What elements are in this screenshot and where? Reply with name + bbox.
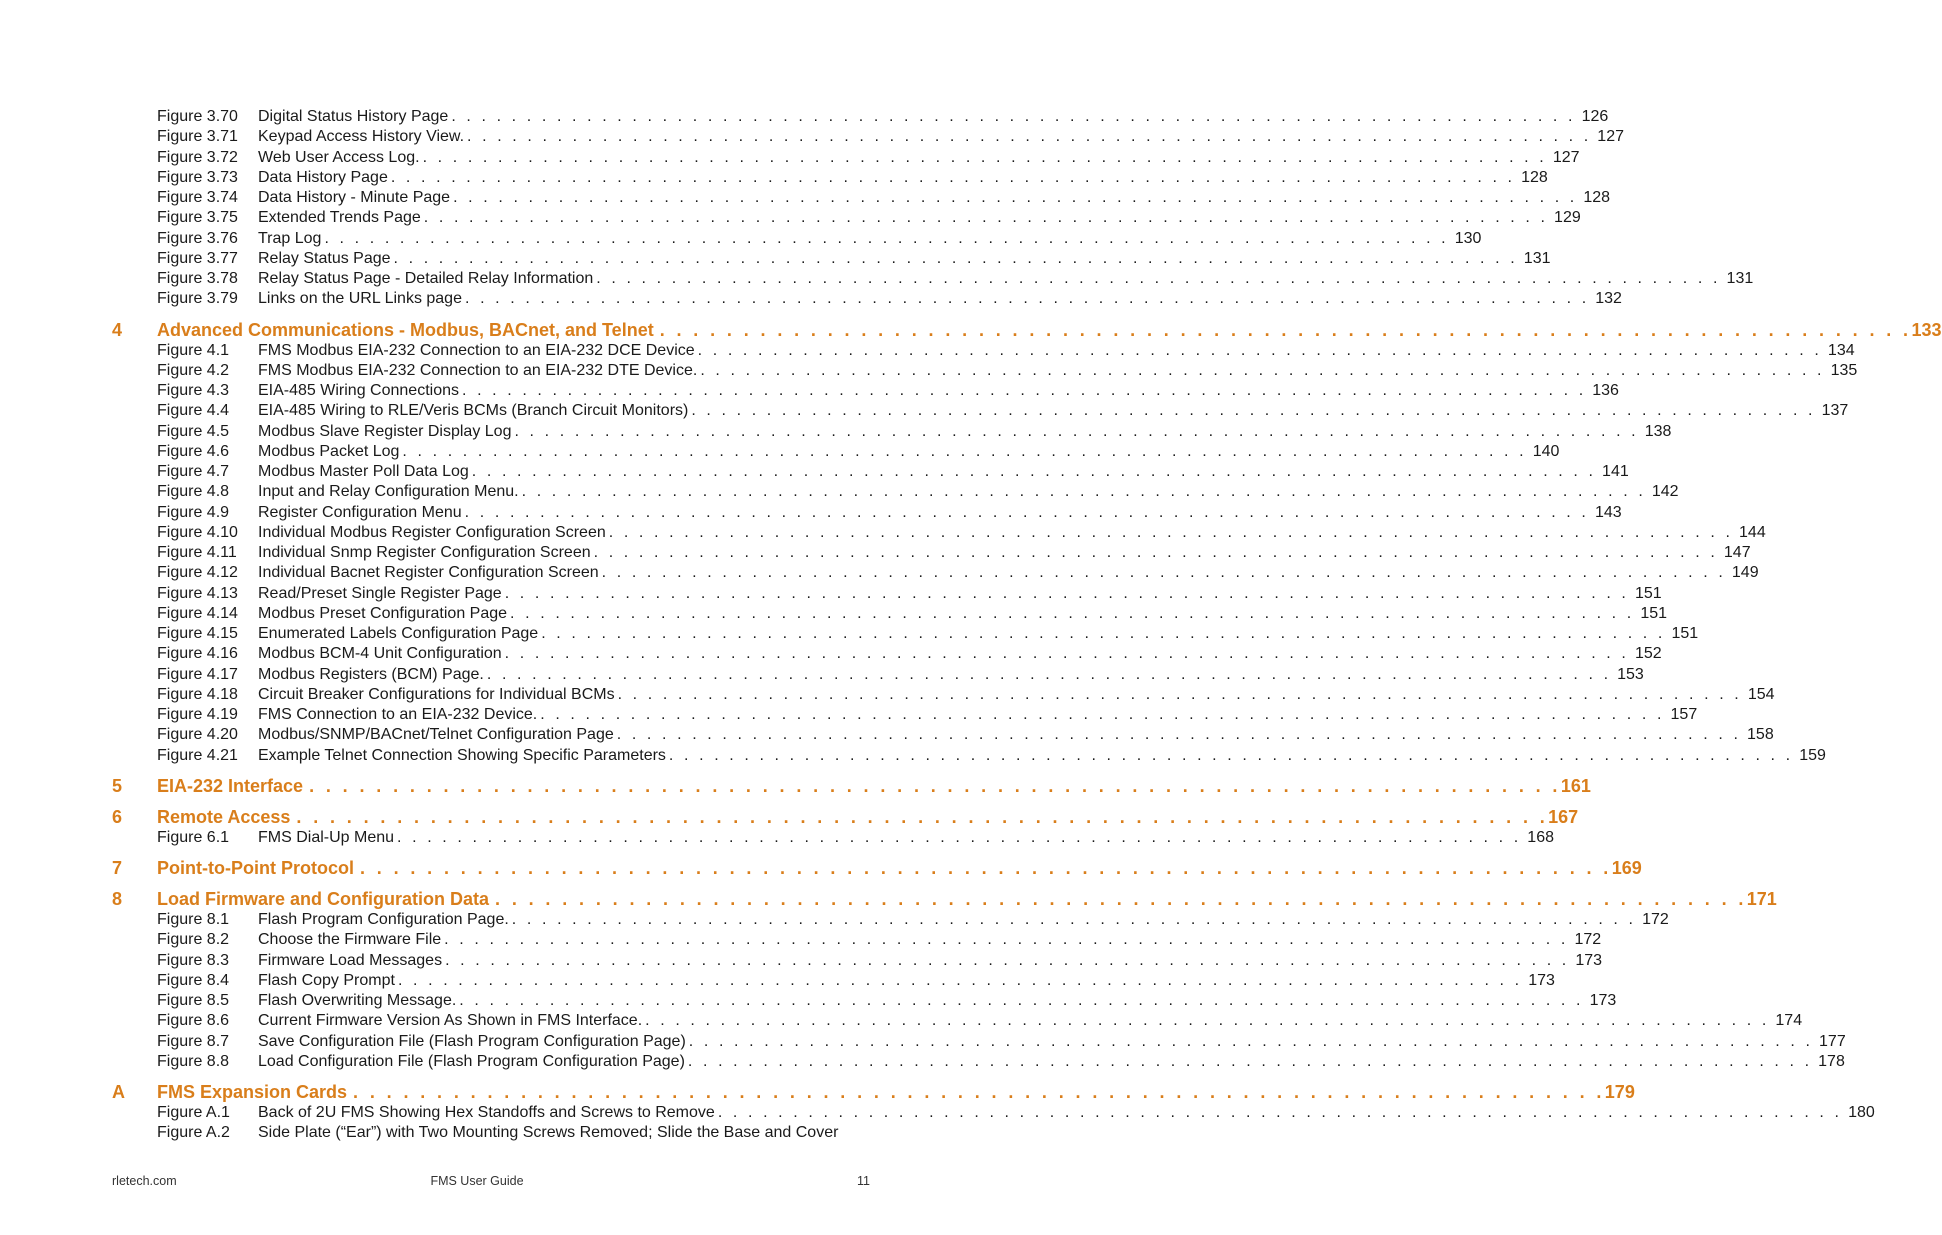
figure-number: Figure 4.12: [157, 564, 238, 582]
chapter-number: 6: [112, 806, 123, 827]
figure-page-number: 173: [1528, 971, 1555, 989]
footer-doc-title: FMS User Guide: [430, 1174, 524, 1188]
chapter-page-number: 169: [1611, 858, 1642, 878]
toc-figure-entry[interactable]: [0, 361, 1858, 381]
dot-leader: . . . . . . . . . . . . . . . . . . . . . . . . . . . . . . . . . . . . . . . . . . . . . . . . . . . . . . . . . . . . . . . . . . . . . . . . . . .: [608, 523, 1734, 541]
figure-page-number: 152: [1634, 645, 1662, 663]
figure-number: Figure 8.7: [157, 1032, 230, 1050]
figure-number: Figure 3.76: [157, 229, 238, 247]
figure-number: Figure 4.17: [157, 665, 238, 683]
figure-number: Figure 4.19: [157, 706, 238, 723]
dot-leader: . . . . . . . . . . . . . . . . . . . . . . . . . . . . . . . . . . . . . . . . . . . . . . . . . . . . . . . . . . . . . . . . . . . . . . . . . . .: [423, 209, 1549, 227]
figure-page-number: 154: [1747, 685, 1775, 703]
figure-number: Figure 4.13: [157, 584, 238, 602]
figure-title: Flash Program Configuration Page.: [258, 911, 509, 928]
figure-page-number: 178: [1818, 1052, 1845, 1070]
figure-title: Modbus Master Poll Data Log: [258, 463, 469, 480]
chapter-title: EIA-232 Interface: [157, 775, 304, 796]
dot-leader: . . . . . . . . . . . . . . . . . . . . . . . . . . . . . . . . . . . . . . . . . . . . . . . . . . . . . . . . . . . . . . . . . . . . . . . . . . .: [540, 706, 1665, 723]
figure-number: Figure 4.4: [157, 402, 230, 420]
figure-number: Figure 6.1: [157, 828, 230, 846]
toc-figure-entry[interactable]: [0, 422, 1672, 442]
figure-title: Trap Log: [258, 229, 322, 247]
toc-figure-entry[interactable]: [0, 971, 1555, 991]
figure-page-number: 127: [1597, 128, 1624, 146]
dot-leader: . . . . . . . . . . . . . . . . . . . . . . . . . . . . . . . . . . . . . . . . . . . . . . . . . . . . . . . . . . . . . . . . . . . . . . . . . . .: [464, 503, 1589, 521]
figure-title: Modbus Preset Configuration Page: [258, 604, 508, 622]
chapter-title: Remote Access: [157, 806, 291, 827]
footer-website: rletech.com: [112, 1174, 177, 1188]
toc-figure-entry[interactable]: [0, 341, 1855, 361]
chapter-page-number: 133: [1911, 319, 1942, 340]
figure-number: Figure 4.9: [157, 503, 230, 521]
figure-number: Figure 4.8: [157, 483, 230, 501]
dot-leader: . . . . . . . . . . . . . . . . . . . . . . . . . . . . . . . . . . . . . . . . . . . . . . . . . . . . . . . . . . . . . . . . . . . . . . . . . . .: [397, 828, 1522, 846]
figure-page-number: 131: [1726, 270, 1754, 287]
figure-title: Keypad Access History View.: [258, 128, 465, 146]
toc-figure-entry[interactable]: [0, 229, 1482, 249]
dot-leader: . . . . . . . . . . . . . . . . . . . . . . . . . . . . . . . . . . . . . . . . . . . . . . . . . . . . . . . . . . . . . . . . . . . . . . . . . . .: [296, 806, 1549, 827]
figure-title: Register Configuration Menu: [258, 503, 462, 521]
dot-leader: . . . . . . . . . . . . . . . . . . . . . . . . . . . . . . . . . . . . . . . . . . . . . . . . . . . . . . . . . . . . . . . . . . . . . . . . . . .: [514, 422, 1639, 440]
figure-number: Figure 4.10: [157, 523, 238, 541]
figure-page-number: 158: [1747, 726, 1774, 744]
figure-page-number: 143: [1594, 503, 1622, 521]
chapter-title: Load Firmware and Configuration Data: [157, 889, 490, 909]
toc-figure-entry[interactable]: [0, 269, 1754, 289]
figure-title: Modbus Slave Register Display Log: [258, 422, 512, 440]
figure-title: Individual Modbus Register Configuration Screen: [258, 523, 606, 541]
figure-page-number: 140: [1532, 442, 1560, 460]
toc-figure-entry[interactable]: [0, 289, 1622, 309]
dot-leader: . . . . . . . . . . . . . . . . . . . . . . . . . . . . . . . . . . . . . . . . . . . . . . . . . . . . . . . . . . . . . . . . . . . . . . . . . . .: [504, 645, 1629, 663]
figure-title: Web User Access Log.: [258, 148, 420, 166]
figure-title: Circuit Breaker Configurations for Individual BCMs: [258, 685, 615, 703]
figure-number: Figure 4.7: [157, 463, 230, 480]
figure-title: Modbus Registers (BCM) Page.: [258, 665, 484, 683]
figure-number: Figure 3.75: [157, 209, 238, 227]
toc-figure-entry[interactable]: [0, 930, 1602, 950]
toc-figure-entry[interactable]: [0, 563, 1759, 583]
figure-page-number: 137: [1821, 402, 1849, 420]
figure-number: Figure 8.6: [157, 1012, 230, 1030]
toc-figure-entry[interactable]: [0, 208, 1581, 228]
dot-leader: . . . . . . . . . . . . . . . . . . . . . . . . . . . . . . . . . . . . . . . . . . . . . . . . . . . . . . . . . . . . . . . . . . . . . . . . . . .: [471, 463, 1597, 480]
toc-figure-entry[interactable]: [0, 685, 1775, 705]
figure-page-number: 159: [1799, 746, 1826, 764]
figure-page-number: 130: [1454, 229, 1482, 247]
dot-leader: . . . . . . . . . . . . . . . . . . . . . . . . . . . . . . . . . . . . . . . . . . . . . . . . . . . . . . . . . . . . . . . . . . . . . . . . . . .: [453, 189, 1578, 206]
figure-title: Flash Copy Prompt: [258, 971, 395, 989]
figure-number: Figure 4.3: [157, 382, 230, 399]
dot-leader: . . . . . . . . . . . . . . . . . . . . . . . . . . . . . . . . . . . . . . . . . . . . . . . . . . . . . . . . . . . . . . . . . . . . . . . . . . .: [397, 971, 1523, 989]
toc-figure-entry[interactable]: [0, 462, 1629, 482]
dot-leader: . . . . . . . . . . . . . . . . . . . . . . . . . . . . . . . . . . . . . . . . . . . . . . . . . . . . . . . . . . . . . . . . . . . . . . . . . . .: [593, 544, 1718, 561]
figure-number: Figure 8.2: [157, 931, 230, 949]
dot-leader: . . . . . . . . . . . . . . . . . . . . . . . . . . . . . . . . . . . . . . . . . . . . . . . . . . . . . . . . . . . . . . . . . . . . . . . . . . .: [687, 1052, 1813, 1070]
figure-title: Flash Overwriting Message.: [258, 992, 457, 1009]
chapter-title: FMS Expansion Cards: [157, 1082, 348, 1102]
figure-title: FMS Connection to an EIA-232 Device.: [258, 706, 538, 723]
dot-leader: . . . . . . . . . . . . . . . . . . . . . . . . . . . . . . . . . . . . . . . . . . . . . . . . . . . . . . . . . . . . . . . . . . . . . . . . . . .: [688, 1032, 1814, 1050]
figure-page-number: 173: [1589, 992, 1617, 1009]
figure-number: Figure A.2: [157, 1124, 230, 1142]
figure-number: Figure 4.11: [157, 544, 237, 561]
figure-title: Extended Trends Page: [258, 209, 421, 227]
dot-leader: . . . . . . . . . . . . . . . . . . . . . . . . . . . . . . . . . . . . . . . . . . . . . . . . . . . . . . . . . . . . . . . . . . . . . . . . . . .: [422, 148, 1547, 166]
toc-figure-entry[interactable]: [0, 127, 1624, 147]
table-of-contents: [0, 107, 1942, 1144]
figure-title: Side Plate (“Ear”) with Two Mounting Screws Removed; Slide the Base and Cover: [258, 1124, 839, 1142]
figure-title: Relay Status Page: [258, 249, 391, 267]
dot-leader: . . . . . . . . . . . . . . . . . . . . . . . . . . . . . . . . . . . . . . . . . . . . . . . . . . . . . . . . . . . . . . . . . . . . . . . . . . .: [717, 1104, 1843, 1121]
figure-title: Individual Snmp Register Configuration Screen: [258, 544, 591, 561]
figure-page-number: 128: [1521, 168, 1548, 186]
figure-page-number: 172: [1642, 911, 1669, 928]
figure-title: Individual Bacnet Register Configuration Screen: [258, 564, 599, 582]
dot-leader: . . . . . . . . . . . . . . . . . . . . . . . . . . . . . . . . . . . . . . . . . . . . . . . . . . . . . . . . . . . . . . . . . . . . . . . . . . .: [541, 625, 1666, 642]
dot-leader: . . . . . . . . . . . . . . . . . . . . . . . . . . . . . . . . . . . . . . . . . . . . . . . . . . . . . . . . . . . . . . . . . . . . . . . . . . .: [444, 931, 1569, 949]
figure-page-number: 136: [1592, 382, 1619, 399]
toc-figure-entry[interactable]: [0, 381, 1619, 401]
figure-title: Enumerated Labels Configuration Page: [258, 625, 539, 642]
figure-page-number: 142: [1651, 483, 1679, 501]
toc-figure-entry[interactable]: [0, 1052, 1845, 1072]
figure-page-number: 174: [1775, 1012, 1803, 1030]
figure-number: Figure A.1: [157, 1104, 230, 1121]
figure-number: Figure 8.1: [157, 911, 230, 928]
dot-leader: . . . . . . . . . . . . . . . . . . . . . . . . . . . . . . . . . . . . . . . . . . . . . . . . . . . . . . . . . . . . . . . . . . . . . . . . . . .: [445, 951, 1570, 969]
dot-leader: . . . . . . . . . . . . . . . . . . . . . . . . . . . . . . . . . . . . . . . . . . . . . . . . . . . . . . . . . . . . . . . . . . . . . . . . . . .: [309, 775, 1561, 796]
figure-title: Relay Status Page - Detailed Relay Information: [258, 270, 594, 287]
figure-page-number: 138: [1644, 422, 1672, 440]
figure-number: Figure 4.21: [157, 746, 238, 764]
toc-chapter-entry[interactable]: [0, 775, 1591, 797]
figure-title: Example Telnet Connection Showing Specific Parameters: [258, 746, 666, 764]
figure-page-number: 131: [1523, 249, 1551, 267]
figure-title: Choose the Firmware File: [258, 931, 442, 949]
figure-title: FMS Dial-Up Menu: [258, 828, 395, 846]
footer-page-number: 11: [857, 1174, 870, 1188]
toc-chapter-entry[interactable]: [0, 857, 1642, 879]
figure-number: Figure 4.2: [157, 361, 230, 379]
dot-leader: . . . . . . . . . . . . . . . . . . . . . . . . . . . . . . . . . . . . . . . . . . . . . . . . . . . . . . . . . . . . . . . . . . . . . . . . . . .: [353, 1082, 1605, 1102]
toc-figure-entry[interactable]: [0, 523, 1766, 543]
dot-leader: . . . . . . . . . . . . . . . . . . . . . . . . . . . . . . . . . . . . . . . . . . . . . . . . . . . . . . . . . . . . . . . . . . . . . . . . . . .: [659, 319, 1912, 340]
figure-page-number: 129: [1554, 209, 1581, 227]
figure-number: Figure 8.8: [157, 1052, 230, 1070]
toc-figure-entry[interactable]: [0, 951, 1603, 971]
toc-figure-entry[interactable]: [0, 543, 1751, 563]
figure-page-number: 151: [1640, 604, 1668, 622]
figure-title: Links on the URL Links page: [258, 290, 462, 308]
toc-figure-entry[interactable]: [0, 107, 1609, 127]
toc-figure-entry[interactable]: [0, 1123, 954, 1143]
figure-page-number: 149: [1731, 564, 1759, 582]
dot-leader: . . . . . . . . . . . . . . . . . . . . . . . . . . . . . . . . . . . . . . . . . . . . . . . . . . . . . . . . . . . . . . . . . . . . . . . . . . .: [645, 1012, 1770, 1030]
figure-page-number: 144: [1739, 523, 1766, 541]
chapter-number: 7: [112, 858, 123, 878]
toc-chapter-entry[interactable]: [0, 806, 1579, 828]
figure-title: Load Configuration File (Flash Program Configuration Page): [258, 1052, 685, 1070]
figure-page-number: 153: [1617, 665, 1644, 683]
chapter-number: 5: [112, 775, 123, 796]
figure-page-number: 173: [1575, 951, 1603, 969]
chapter-title: Advanced Communications - Modbus, BACnet, and Telnet: [157, 319, 654, 340]
dot-leader: . . . . . . . . . . . . . . . . . . . . . . . . . . . . . . . . . . . . . . . . . . . . . . . . . . . . . . . . . . . . . . . . . . . . . . . . . . .: [390, 168, 1516, 186]
toc-figure-entry[interactable]: [0, 1103, 1875, 1123]
toc-chapter-entry[interactable]: [0, 1081, 1635, 1103]
toc-figure-entry[interactable]: [0, 442, 1560, 462]
chapter-number: 8: [112, 889, 123, 909]
figure-title: Firmware Load Messages: [258, 951, 443, 969]
figure-title: Data History - Minute Page: [258, 189, 451, 206]
figure-page-number: 177: [1819, 1032, 1846, 1050]
chapter-page-number: 167: [1548, 806, 1579, 827]
figure-page-number: 151: [1671, 625, 1699, 642]
chapter-number: 4: [112, 319, 123, 340]
toc-figure-entry[interactable]: [0, 705, 1698, 725]
chapter-page-number: 171: [1746, 889, 1777, 909]
figure-number: Figure 3.79: [157, 290, 238, 308]
figure-page-number: 172: [1574, 931, 1602, 949]
chapter-title: Point-to-Point Protocol: [157, 858, 354, 878]
toc-figure-entry[interactable]: [0, 991, 1617, 1011]
chapter-page-number: 179: [1604, 1082, 1635, 1102]
dot-leader: . . . . . . . . . . . . . . . . . . . . . . . . . . . . . . . . . . . . . . . . . . . . . . . . . . . . . . . . . . . . . . . . . . . . . . . . . . .: [451, 108, 1576, 125]
chapter-number: A: [112, 1082, 125, 1102]
dot-leader: . . . . . . . . . . . . . . . . . . . . . . . . . . . . . . . . . . . . . . . . . . . . . . . . . . . . . . . . . . . . . . . . . . . . . . . . . . .: [601, 564, 1726, 582]
figure-title: EIA-485 Wiring to RLE/Veris BCMs (Branch Circuit Monitors): [258, 402, 689, 420]
figure-number: Figure 3.70: [157, 108, 238, 125]
figure-page-number: 132: [1595, 290, 1622, 308]
dot-leader: . . . . . . . . . . . . . . . . . . . . . . . . . . . . . . . . . . . . . . . . . . . . . . . . . . . . . . . . . . . . . . . . . . . . . . . . . . .: [459, 992, 1584, 1009]
dot-leader: . . . . . . . . . . . . . . . . . . . . . . . . . . . . . . . . . . . . . . . . . . . . . . . . . . . . . . . . . . . . . . . . . . . . . . . . . . .: [461, 382, 1587, 399]
toc-figure-entry[interactable]: [0, 910, 1669, 930]
figure-number: Figure 4.5: [157, 422, 230, 440]
figure-title: Back of 2U FMS Showing Hex Standoffs and Screws to Remove: [258, 1104, 715, 1121]
toc-figure-entry[interactable]: [0, 665, 1644, 685]
figure-number: Figure 3.78: [157, 270, 238, 287]
figure-page-number: 127: [1552, 148, 1580, 166]
figure-title: Current Firmware Version As Shown in FMS Interface.: [258, 1012, 643, 1030]
toc-figure-entry[interactable]: [0, 604, 1668, 624]
toc-figure-entry[interactable]: [0, 746, 1826, 766]
figure-title: EIA-485 Wiring Connections: [258, 382, 459, 399]
toc-figure-entry[interactable]: [0, 188, 1611, 208]
dot-leader: . . . . . . . . . . . . . . . . . . . . . . . . . . . . . . . . . . . . . . . . . . . . . . . . . . . . . . . . . . . . . . . . . . . . . . . . . . .: [511, 911, 1637, 928]
toc-chapter-entry[interactable]: [0, 888, 1777, 910]
dot-leader: . . . . . . . . . . . . . . . . . . . . . . . . . . . . . . . . . . . . . . . . . . . . . . . . . . . . . . . . . . . . . . . . . . . . . . . . . . .: [596, 270, 1721, 287]
dot-leader: . . . . . . . . . . . . . . . . . . . . . . . . . . . . . . . . . . . . . . . . . . . . . . . . . . . . . . . . . . . . . . . . . . . . . . . . . . .: [495, 889, 1747, 909]
figure-number: Figure 4.6: [157, 442, 230, 460]
toc-figure-entry[interactable]: [0, 168, 1548, 188]
figure-number: Figure 4.20: [157, 726, 238, 744]
figure-page-number: 151: [1634, 584, 1662, 602]
toc-figure-entry[interactable]: [0, 1011, 1803, 1031]
dot-leader: . . . . . . . . . . . . . . . . . . . . . . . . . . . . . . . . . . . . . . . . . . . . . . . . . . . . . . . . . . . . . . . . . . . . . . . . . . .: [467, 128, 1592, 146]
figure-page-number: 168: [1527, 828, 1554, 846]
figure-number: Figure 8.5: [157, 992, 230, 1009]
dot-leader: . . . . . . . . . . . . . . . . . . . . . . . . . . . . . . . . . . . . . . . . . . . . . . . . . . . . . . . . . . . . . . . . . . . . . . . . . . .: [393, 249, 1518, 267]
figure-number: Figure 4.1: [157, 341, 230, 359]
dot-leader: . . . . . . . . . . . . . . . . . . . . . . . . . . . . . . . . . . . . . . . . . . . . . . . . . . . . . . . . . . . . . . . . . . . . . . . . . . .: [504, 584, 1629, 602]
figure-title: Modbus/SNMP/BACnet/Telnet Configuration Page: [258, 726, 614, 744]
toc-figure-entry[interactable]: [0, 401, 1849, 421]
figure-number: Figure 4.15: [157, 625, 238, 642]
dot-leader: . . . . . . . . . . . . . . . . . . . . . . . . . . . . . . . . . . . . . . . . . . . . . . . . . . . . . . . . . . . . . . . . . . . . . . . . . . .: [510, 604, 1635, 622]
figure-title: FMS Modbus EIA-232 Connection to an EIA-232 DCE Device: [258, 341, 695, 359]
toc-figure-entry[interactable]: [0, 482, 1679, 502]
figure-page-number: 135: [1830, 361, 1858, 379]
figure-number: Figure 4.18: [157, 685, 238, 703]
figure-page-number: 126: [1581, 108, 1609, 125]
toc-figure-entry[interactable]: [0, 828, 1554, 848]
figure-number: Figure 3.74: [157, 189, 238, 206]
toc-figure-entry[interactable]: [0, 624, 1699, 644]
figure-page-number: 157: [1670, 706, 1698, 723]
figure-number: Figure 8.3: [157, 951, 230, 969]
figure-page-number: 147: [1723, 544, 1751, 561]
figure-number: Figure 3.73: [157, 168, 238, 186]
toc-chapter-entry[interactable]: [0, 319, 1942, 341]
toc-figure-entry[interactable]: [0, 148, 1580, 168]
toc-figure-entry[interactable]: [0, 503, 1622, 523]
toc-figure-entry[interactable]: [0, 644, 1662, 664]
toc-figure-entry[interactable]: [0, 725, 1774, 745]
figure-page-number: 141: [1602, 463, 1629, 480]
dot-leader: . . . . . . . . . . . . . . . . . . . . . . . . . . . . . . . . . . . . . . . . . . . . . . . . . . . . . . . . . . . . . . . . . . . . . . . . . . .: [359, 858, 1612, 878]
dot-leader: . . . . . . . . . . . . . . . . . . . . . . . . . . . . . . . . . . . . . . . . . . . . . . . . . . . . . . . . . . . . . . . . . . . . . . . . . . .: [616, 726, 1742, 744]
dot-leader: . . . . . . . . . . . . . . . . . . . . . . . . . . . . . . . . . . . . . . . . . . . . . . . . . . . . . . . . . . . . . . . . . . . . . . . . . . .: [402, 442, 1527, 460]
dot-leader: . . . . . . . . . . . . . . . . . . . . . . . . . . . . . . . . . . . . . . . . . . . . . . . . . . . . . . . . . . . . . . . . . . . . . . . . . . .: [691, 402, 1816, 420]
toc-figure-entry[interactable]: [0, 249, 1551, 269]
figure-number: Figure 3.77: [157, 249, 238, 267]
figure-title: Modbus Packet Log: [258, 442, 400, 460]
dot-leader: . . . . . . . . . . . . . . . . . . . . . . . . . . . . . . . . . . . . . . . . . . . . . . . . . . . . . . . . . . . . . . . . . . . . . . . . . . .: [700, 361, 1825, 379]
dot-leader: . . . . . . . . . . . . . . . . . . . . . . . . . . . . . . . . . . . . . . . . . . . . . . . . . . . . . . . . . . . . . . . . . . . . . . . . . . .: [486, 665, 1612, 683]
toc-figure-entry[interactable]: [0, 1032, 1846, 1052]
toc-figure-entry[interactable]: [0, 584, 1662, 604]
chapter-page-number: 161: [1560, 775, 1591, 796]
figure-title: Data History Page: [258, 168, 388, 186]
figure-title: Modbus BCM-4 Unit Configuration: [258, 645, 502, 663]
dot-leader: . . . . . . . . . . . . . . . . . . . . . . . . . . . . . . . . . . . . . . . . . . . . . . . . . . . . . . . . . . . . . . . . . . . . . . . . . . .: [324, 229, 1449, 247]
dot-leader: . . . . . . . . . . . . . . . . . . . . . . . . . . . . . . . . . . . . . . . . . . . . . . . . . . . . . . . . . . . . . . . . . . . . . . . . . . .: [697, 341, 1822, 359]
figure-page-number: 180: [1848, 1104, 1875, 1121]
figure-number: Figure 3.72: [157, 148, 238, 166]
figure-page-number: 128: [1583, 189, 1611, 206]
figure-number: Figure 8.4: [157, 971, 230, 989]
dot-leader: . . . . . . . . . . . . . . . . . . . . . . . . . . . . . . . . . . . . . . . . . . . . . . . . . . . . . . . . . . . . . . . . . . . . . . . . . . .: [617, 685, 1742, 703]
figure-title: FMS Modbus EIA-232 Connection to an EIA-232 DTE Device.: [258, 361, 698, 379]
figure-page-number: 134: [1827, 341, 1855, 359]
dot-leader: . . . . . . . . . . . . . . . . . . . . . . . . . . . . . . . . . . . . . . . . . . . . . . . . . . . . . . . . . . . . . . . . . . . . . . . . . . .: [521, 483, 1646, 501]
figure-number: Figure 4.16: [157, 645, 238, 663]
figure-title: Save Configuration File (Flash Program Configuration Page): [258, 1032, 686, 1050]
dot-leader: . . . . . . . . . . . . . . . . . . . . . . . . . . . . . . . . . . . . . . . . . . . . . . . . . . . . . . . . . . . . . . . . . . . . . . . . . . .: [464, 290, 1590, 308]
figure-title: Read/Preset Single Register Page: [258, 584, 502, 602]
figure-number: Figure 3.71: [157, 128, 238, 146]
figure-number: Figure 4.14: [157, 604, 238, 622]
figure-title: Input and Relay Configuration Menu.: [258, 483, 519, 501]
dot-leader: . . . . . . . . . . . . . . . . . . . . . . . . . . . . . . . . . . . . . . . . . . . . . . . . . . . . . . . . . . . . . . . . . . . . . . . . . . .: [668, 746, 1794, 764]
figure-title: Digital Status History Page: [258, 108, 449, 125]
